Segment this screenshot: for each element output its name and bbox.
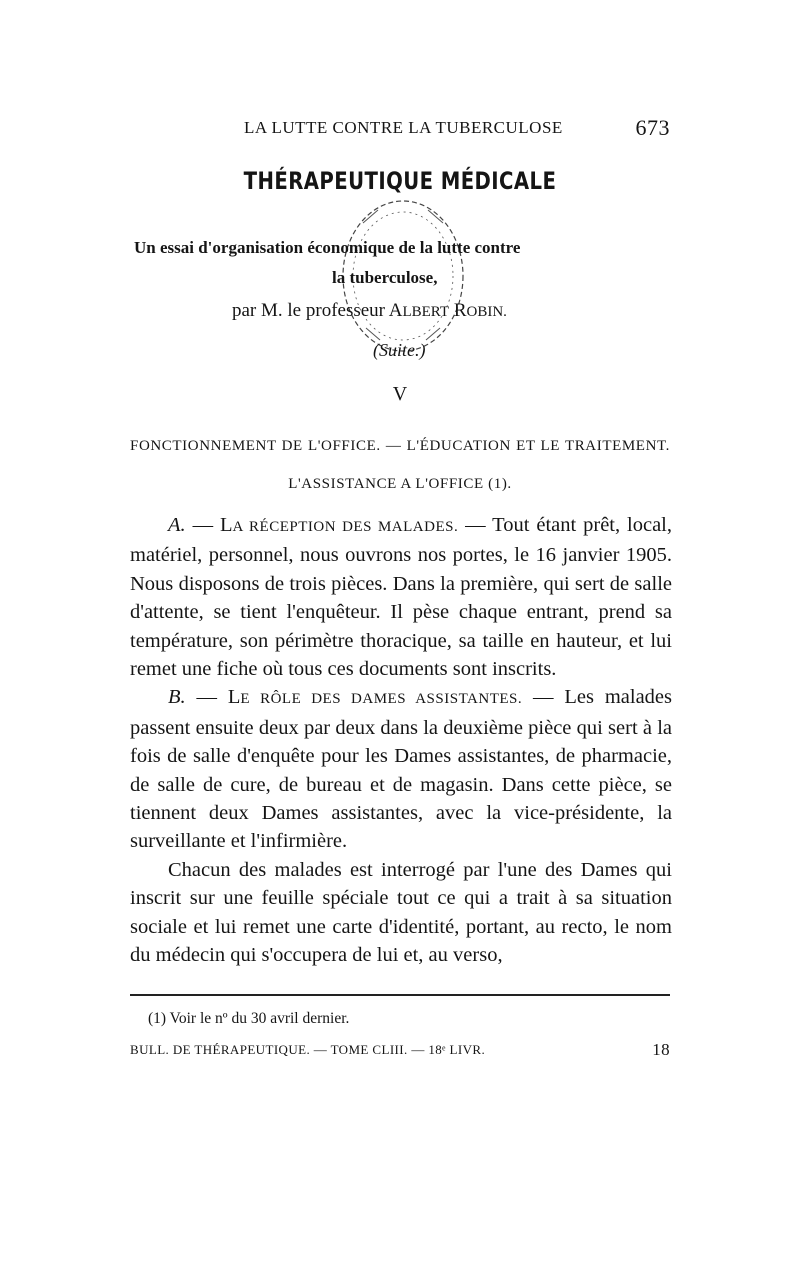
page-footer: [130, 1042, 670, 1058]
footnote: (1) Voir le nº du 30 avril dernier.: [148, 1010, 350, 1027]
article-title-line1: Un essai d'organisation économique de la lutte contre: [134, 238, 521, 257]
chapter-number: V: [392, 383, 408, 405]
author-first-initial: A: [388, 300, 403, 321]
paragraph-a-text: — Tout étant prêt, local, matériel, personnel, nous ouvrons nos portes, le 16 janvier 1905. Nous disposons de trois pièces. Dans la première, qui sert de salle d'attente, se tient l'enquêteur. Il pèse chaque entrant, prend sa température, son périmètre thoracique, sa taille en hauteur, et lui remet une fiche où tous ces documents sont inscrits.: [130, 514, 672, 681]
chapter-subheading-2: L'ASSISTANCE A L'OFFICE (1).: [288, 476, 512, 492]
paragraph-b-text: — Les malades passent ensuite deux par deux dans la deuxième pièce qui sert à la fois de salle d'enquête pour les Dames assistantes, de pharmacie, de salle de cure, de bureau et de magasin. Dans cette pièce, se tiennent deux Dames assistantes, avec la vice-présidente, la surveillante et l'infirmière.: [130, 686, 673, 853]
author-last-initial: R: [449, 300, 467, 321]
paragraph-b-heading-rest: E RÔLE DES DAMES ASSISTANTES.: [240, 691, 523, 708]
paragraph-b-label: B.: [168, 686, 186, 709]
paragraph-c: Chacun des malades est interrogé par l'une des Dames qui inscrit sur une feuille spéciale tout ce qui a trait à sa situation sociale et lui remet une carte d'identité, portant, au recto, le nom du médecin qui s'occupera de lui et, au verso,: [130, 858, 672, 967]
author-last-rest: OBIN.: [466, 304, 507, 320]
paragraph-a-dash: —: [185, 514, 220, 536]
paragraph-a-label: A.: [168, 514, 186, 536]
paragraph-b-heading-initial: L: [227, 686, 241, 709]
byline: [232, 300, 507, 322]
chapter-subheading-1: FONCTIONNEMENT DE L'OFFICE. — L'ÉDUCATION ET LE TRAITEMENT.: [130, 438, 670, 454]
running-head: [130, 115, 670, 146]
paragraph-a-heading-initial: L: [219, 514, 233, 536]
footnote-rule: [130, 994, 670, 996]
paragraph-a-heading-rest: A RÉCEPTION DES MALADES.: [232, 519, 459, 535]
byline-prefix: par M. le professeur: [232, 300, 389, 321]
running-title: LA LUTTE CONTRE LA TUBERCULOSE: [244, 118, 563, 137]
author-first-rest: LBERT: [402, 304, 450, 320]
footer-text: BULL. DE THÉRAPEUTIQUE. — TOME CLIII. — 18ᵉ LIVR.: [130, 1042, 486, 1057]
paragraph-b-dash: —: [185, 686, 228, 709]
section-heading: THÉRAPEUTIQUE MÉDICALE: [243, 167, 557, 195]
continued-note: (Suite.): [373, 340, 426, 360]
page-number: 673: [635, 115, 670, 140]
body-text: [130, 511, 672, 970]
paragraph-b: [130, 683, 672, 855]
signature-mark: 18: [652, 1040, 670, 1059]
paragraph-a: [130, 511, 672, 683]
article-title: [130, 233, 670, 293]
article-title-line2: la tuberculose,: [332, 268, 438, 287]
